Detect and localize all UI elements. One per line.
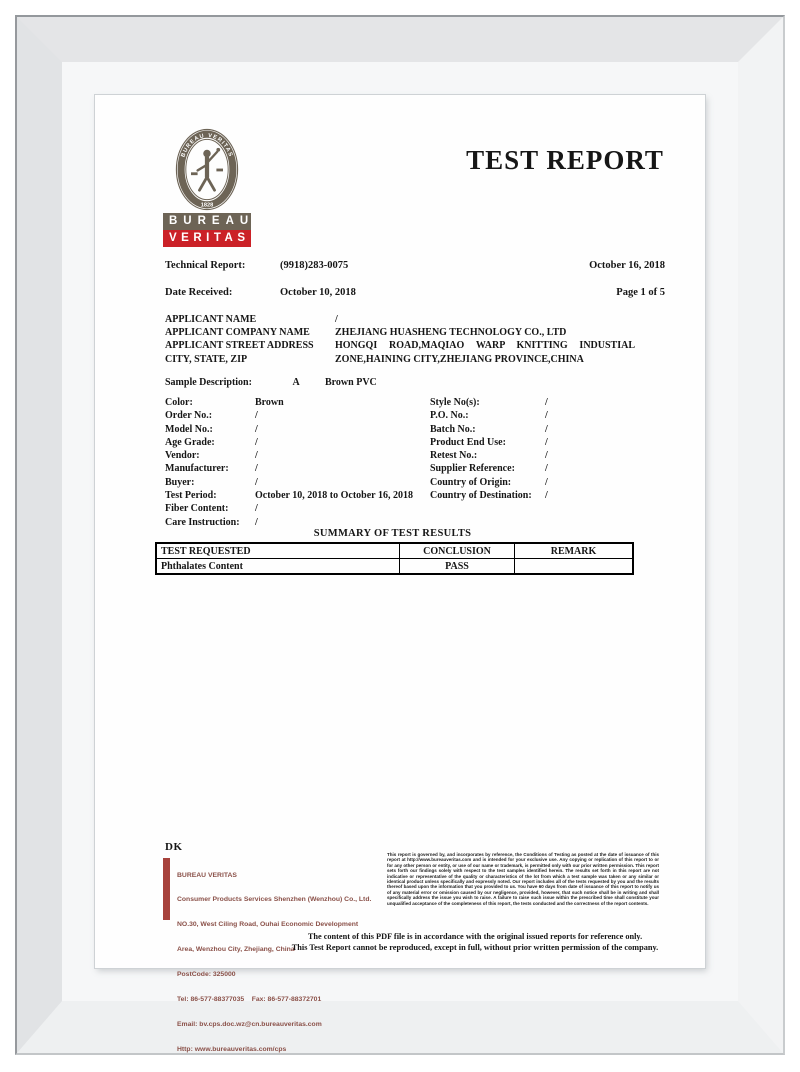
sample-description-value: Brown PVC — [325, 377, 377, 388]
cell-remark — [515, 559, 634, 575]
sample-description-label: Sample Description: — [165, 377, 252, 388]
applicant-address-value: HONGQI ROAD,MAQIAO WARP KNITTING INDUSTIAL — [335, 340, 635, 352]
cell-conclusion: PASS — [400, 559, 515, 575]
sample-fields-left — [165, 396, 435, 529]
report-page — [95, 95, 705, 1053]
applicant-name-label: APPLICANT NAME — [165, 314, 257, 325]
lab-address-lines — [177, 855, 393, 1071]
lab-entity: Consumer Products Services Shenzhen (Wenzhou) Co., Ltd. — [177, 896, 372, 904]
field-row: Care Instruction: / — [165, 516, 258, 528]
bureau-veritas-logo — [163, 128, 255, 247]
field-row: P.O. No.: / — [430, 410, 548, 422]
emblem-figure-icon — [191, 148, 223, 190]
lab-city: Area, Wenzhou City, Zhejiang, China — [177, 946, 295, 954]
sample-fields-right — [430, 396, 665, 502]
technical-report-number: (9918)283-0075 — [280, 260, 349, 271]
emblem-year-text: 1828 — [200, 202, 214, 209]
field-row: Country of Destination: / — [430, 490, 548, 502]
date-received-label: Date Received: — [165, 287, 233, 298]
applicant-name-row — [165, 313, 635, 326]
summary-header-row — [156, 543, 633, 559]
lab-email: Email: bv.cps.doc.wz@cn.bureauveritas.com — [177, 1020, 322, 1028]
field-row: Supplier Reference: / — [430, 463, 548, 475]
lab-tel-fax: Tel: 86-577-88377035 Fax: 86-577-88372701 — [177, 996, 322, 1004]
bureau-veritas-emblem-icon — [175, 128, 239, 211]
field-row: Fiber Content: / — [165, 503, 258, 515]
summary-table — [155, 542, 634, 575]
red-bar — [163, 858, 170, 920]
reproduction-notice — [245, 931, 705, 953]
applicant-company-row — [165, 326, 635, 339]
applicant-company-label: APPLICANT COMPANY NAME — [165, 327, 310, 339]
technical-report-label: Technical Report: — [165, 260, 246, 271]
field-row: Country of Origin: / — [430, 476, 548, 488]
applicant-city-label: CITY, STATE, ZIP — [165, 353, 248, 365]
lab-street: NO.30, West Ciling Road, Ouhai Economic Development — [177, 921, 359, 929]
field-row: Vendor: / — [165, 450, 258, 462]
conditions-fine-print: This report is governed by, and incorporates by reference, the Conditions of Testing as posted at the date of issuance of this report at http://www.bureauveritas.com and is intended for your exclusive use. Any copying or replication of this report to or for any other person or entity, or use of our name or trademark, is permitted only with our prior written permission. This report sets forth our findings solely with respect to the test samples identified herein. The results set forth in this report are not indicative or representative of the quality or characteristics of the lot from which a test sample was taken or any similar or identical product unless specifically and expressly noted. Our report includes all of the tests requested by you and the results thereof based upon the information that you provided to us. You have 60 days from date of issuance of this report to notify us of any material error or omission caused by our negligence, provided, however, that such notice shall be in writing and shall specifically address the issue you wish to raise. A failure to raise such issue within the prescribed time shall constitute your unqualified acceptance of the completeness of this report, the tests conducted and the correctness of the report contents. — [387, 852, 659, 906]
page-title: TEST REPORT — [466, 145, 664, 175]
applicant-company-value: ZHEJIANG HUASHENG TECHNOLOGY CO., LTD — [335, 327, 567, 339]
sample-code: A — [292, 377, 300, 388]
applicant-city-value: ZONE,HAINING CITY,ZHEJIANG PROVINCE,CHINA — [335, 353, 584, 365]
emblem-ring-text: BUREAU VERITAS — [180, 132, 234, 159]
col-remark: REMARK — [515, 543, 634, 559]
field-row: Manufacturer: / — [165, 463, 258, 475]
dk-mark: DK — [165, 841, 183, 853]
applicant-block — [165, 313, 635, 366]
date-received-row — [165, 287, 665, 301]
lab-address-block — [163, 855, 393, 1071]
field-row: Product End Use: / — [430, 436, 548, 448]
lab-postcode: PostCode: 325000 — [177, 971, 236, 979]
logo-band-veritas: VERITAS — [163, 230, 251, 247]
field-row: Order No.: / — [165, 410, 258, 422]
lab-website: Http: www.bureauveritas.com/cps — [177, 1045, 287, 1053]
page-number: Page 1 of 5 — [616, 287, 665, 298]
field-row: Test Period: October 10, 2018 to October 16, 2018 — [165, 490, 413, 502]
field-row: Buyer: / — [165, 476, 258, 488]
sample-description-row — [165, 377, 377, 388]
notice-line-1: The content of this PDF file is in accordance with the original issued reports for reference only. — [307, 932, 643, 941]
applicant-address-label: APPLICANT STREET ADDRESS — [165, 340, 314, 352]
col-test-requested: TEST REQUESTED — [156, 543, 400, 559]
logo-band-bureau: BUREAU — [163, 213, 251, 230]
field-row: Age Grade: / — [165, 436, 258, 448]
field-row: Style No(s): / — [430, 397, 548, 408]
field-row: Model No.: / — [165, 423, 258, 435]
applicant-city-row — [165, 353, 635, 366]
summary-data-row — [156, 559, 633, 575]
notice-line-2: This Test Report cannot be reproduced, except in full, without prior written permission of the company. — [291, 943, 659, 952]
issue-date: October 16, 2018 — [589, 260, 665, 271]
technical-report-row — [165, 260, 665, 274]
date-received-value: October 10, 2018 — [280, 287, 356, 298]
cell-test: Phthalates Content — [156, 559, 400, 575]
field-row: Retest No.: / — [430, 450, 548, 462]
field-row: Batch No.: / — [430, 423, 548, 435]
field-row: Color: Brown — [165, 397, 284, 408]
applicant-address-row — [165, 339, 635, 352]
lab-name: BUREAU VERITAS — [177, 871, 237, 879]
col-conclusion: CONCLUSION — [400, 543, 515, 559]
summary-heading: SUMMARY OF TEST RESULTS — [313, 528, 472, 539]
applicant-name-value: / — [335, 314, 338, 325]
